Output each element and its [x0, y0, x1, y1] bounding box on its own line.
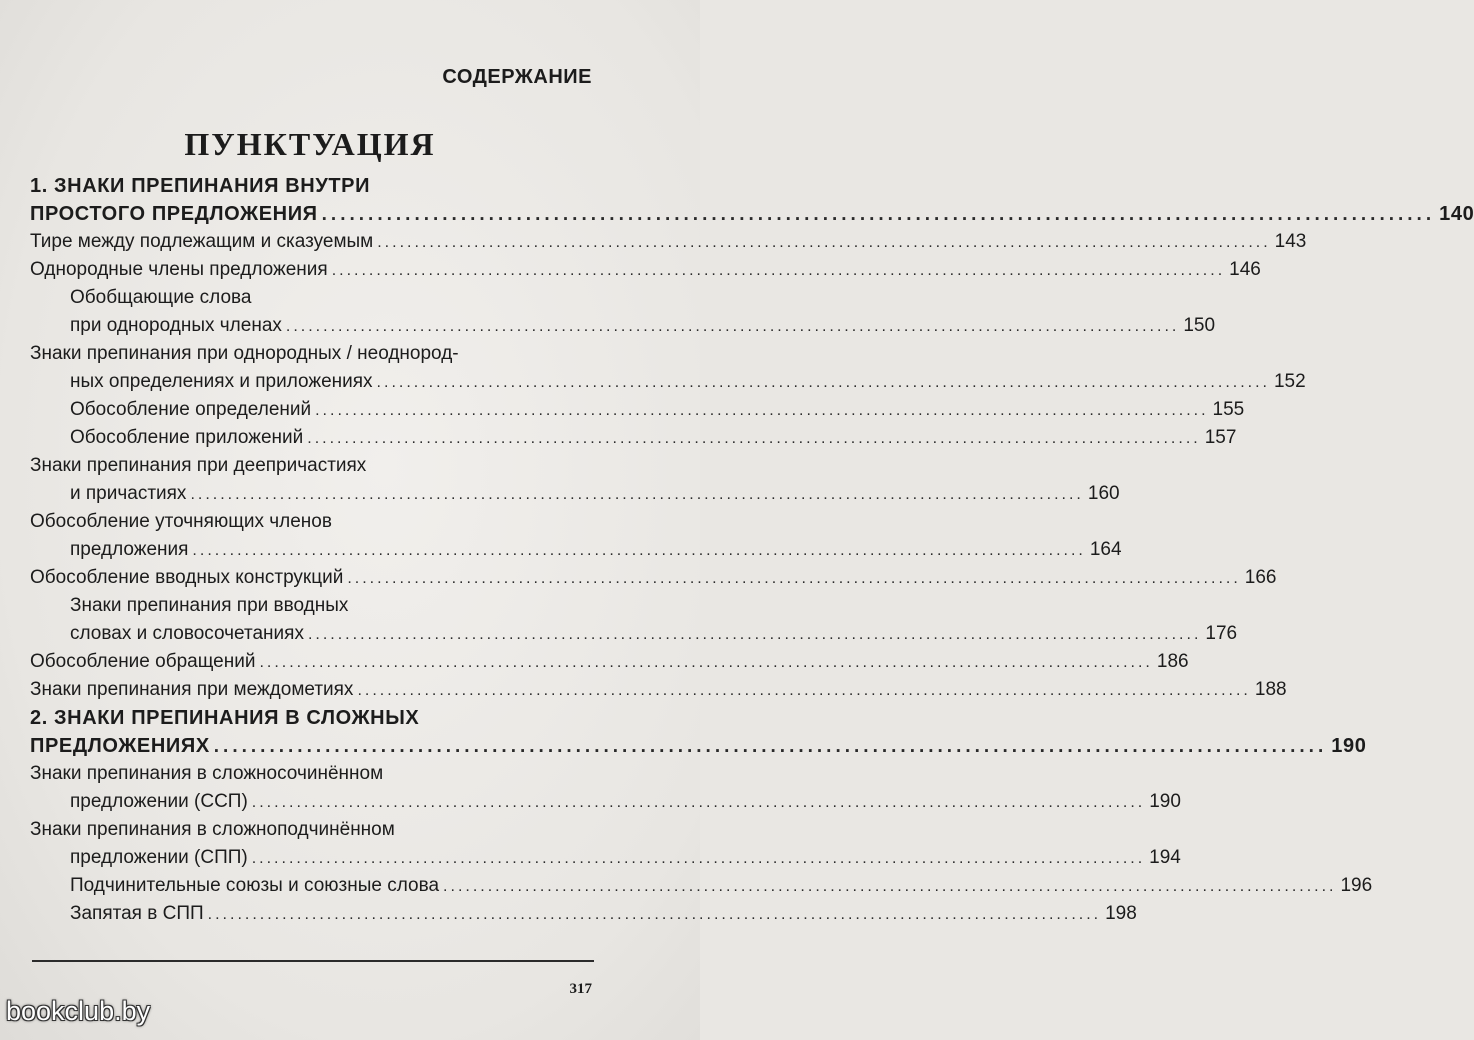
- toc-entry-label: Знаки препинания в сложноподчинённом: [30, 819, 395, 840]
- toc-entry-label: предложении (ССП): [70, 791, 248, 812]
- toc-entry: [30, 760, 1181, 816]
- toc-entry-label: Знаки препинания в сложносочинённом: [30, 763, 384, 784]
- toc-entry-label: Обособление уточняющих членов: [30, 511, 332, 532]
- page-number: 317: [569, 981, 592, 997]
- leader-dots: ........................................................................................................................: [192, 542, 1086, 559]
- leader-dots: ........................................................................................................................: [377, 234, 1271, 251]
- toc-page-number: 146: [1229, 259, 1261, 280]
- toc-entry-label: ных определениях и приложениях: [70, 371, 373, 392]
- leader-dots: ........................................................................................................................: [213, 736, 1328, 757]
- toc-chapter-title: ПРЕДЛОЖЕНИЯХ: [30, 735, 210, 757]
- leader-dots: ........................................................................................................................: [347, 570, 1241, 587]
- toc-page-number: 186: [1156, 651, 1189, 672]
- toc-entry: [30, 648, 1189, 676]
- toc-entry: [30, 284, 1216, 340]
- toc-page-number: 166: [1244, 567, 1277, 588]
- leader-dots: ........................................................................................................................: [376, 374, 1270, 391]
- toc-page-number: 190: [1331, 735, 1367, 757]
- leader-dots: ........................................................................................................................: [307, 626, 1202, 643]
- toc-chapter-title: ПРОСТОГО ПРЕДЛОЖЕНИЯ: [30, 203, 318, 225]
- leader-dots: ........................................................................................................................: [207, 906, 1102, 923]
- toc-entry-label: Обособление приложений: [70, 427, 304, 448]
- toc-entry: [30, 452, 1120, 508]
- toc-entry-label: Однородные члены предложения: [30, 259, 328, 280]
- leader-dots: ........................................................................................................................: [190, 486, 1084, 503]
- leader-dots: ........................................................................................................................: [307, 430, 1201, 447]
- leader-dots: ........................................................................................................................: [357, 682, 1251, 699]
- toc-entry: [30, 816, 1181, 872]
- toc-entry: [30, 396, 1245, 424]
- toc-page-number: 190: [1149, 791, 1181, 812]
- toc-page-number: 176: [1205, 623, 1238, 644]
- toc-entry: [30, 900, 1137, 928]
- toc-entry-label: Запятая в СПП: [70, 903, 204, 924]
- toc-entry-label: Обособление вводных конструкций: [30, 567, 344, 588]
- toc-chapter-title: 2. ЗНАКИ ПРЕПИНАНИЯ В СЛОЖНЫХ: [30, 707, 420, 729]
- toc-entry: [30, 424, 1237, 452]
- toc-entry-label: при однородных членах: [70, 315, 282, 336]
- leader-dots: ........................................................................................................................: [331, 262, 1226, 279]
- toc-entry: [30, 508, 1122, 564]
- toc-entry-label: Тире между подлежащим и сказуемым: [30, 231, 374, 252]
- toc-page-number: 150: [1183, 315, 1216, 336]
- toc-chapter-title: 1. ЗНАКИ ПРЕПИНАНИЯ ВНУТРИ: [30, 175, 371, 197]
- leader-dots: ........................................................................................................................: [251, 794, 1146, 811]
- toc-page-number: 160: [1087, 483, 1120, 504]
- toc-page-number: 152: [1273, 371, 1306, 392]
- toc-entry-label: Обособление определений: [70, 399, 312, 420]
- toc-entry: [30, 256, 1261, 284]
- toc-entry: [30, 228, 1307, 256]
- toc-entry-label: Обобщающие слова: [70, 287, 252, 308]
- toc-entry-label: словах и словосочетаниях: [70, 623, 304, 644]
- toc-entry: [30, 340, 1306, 396]
- toc-entry: [30, 676, 1287, 704]
- toc-page-number: 198: [1105, 903, 1137, 924]
- leader-dots: ........................................................................................................................: [251, 850, 1146, 867]
- watermark: bookclub.by: [6, 996, 151, 1026]
- leader-dots: ........................................................................................................................: [259, 654, 1153, 671]
- toc-page-number: 196: [1340, 875, 1373, 896]
- toc-entry-label: Знаки препинания при междометиях: [30, 679, 354, 700]
- table-of-contents: [30, 172, 1474, 928]
- toc-entry: [30, 872, 1373, 900]
- toc-entry-label: Знаки препинания при вводных: [70, 595, 349, 616]
- toc-entry-label: предложении (СПП): [70, 847, 248, 868]
- footer-rule: [32, 960, 594, 962]
- toc-page-number: 140: [1439, 203, 1474, 225]
- running-head: СОДЕРЖАНИЕ: [442, 66, 592, 88]
- toc-page-number: 143: [1274, 231, 1307, 252]
- toc-page-number: 164: [1089, 539, 1122, 560]
- toc-entry-label: предложения: [70, 539, 189, 560]
- leader-dots: ........................................................................................................................: [315, 402, 1209, 419]
- toc-entry-label: и причастиях: [70, 483, 187, 504]
- toc-entry-label: Обособление обращений: [30, 651, 256, 672]
- toc-entry: [30, 592, 1238, 648]
- toc-page-number: 188: [1254, 679, 1287, 700]
- section-title: ПУНКТУАЦИЯ: [184, 126, 436, 162]
- toc-chapter-2: [30, 704, 1367, 760]
- leader-dots: ........................................................................................................................: [443, 878, 1337, 895]
- leader-dots: ........................................................................................................................: [321, 204, 1436, 225]
- leader-dots: ........................................................................................................................: [285, 318, 1180, 335]
- toc-page-number: 157: [1204, 427, 1237, 448]
- toc-entry-label: Знаки препинания при однородных / неоднород-: [30, 343, 459, 364]
- toc-chapter-1: [30, 172, 1474, 228]
- toc-entry: [30, 564, 1277, 592]
- toc-entry-label: Знаки препинания при деепричастиях: [30, 455, 367, 476]
- toc-page-number: 155: [1212, 399, 1245, 420]
- toc-page-number: 194: [1149, 847, 1181, 868]
- toc-entry-label: Подчинительные союзы и союзные слова: [70, 875, 440, 896]
